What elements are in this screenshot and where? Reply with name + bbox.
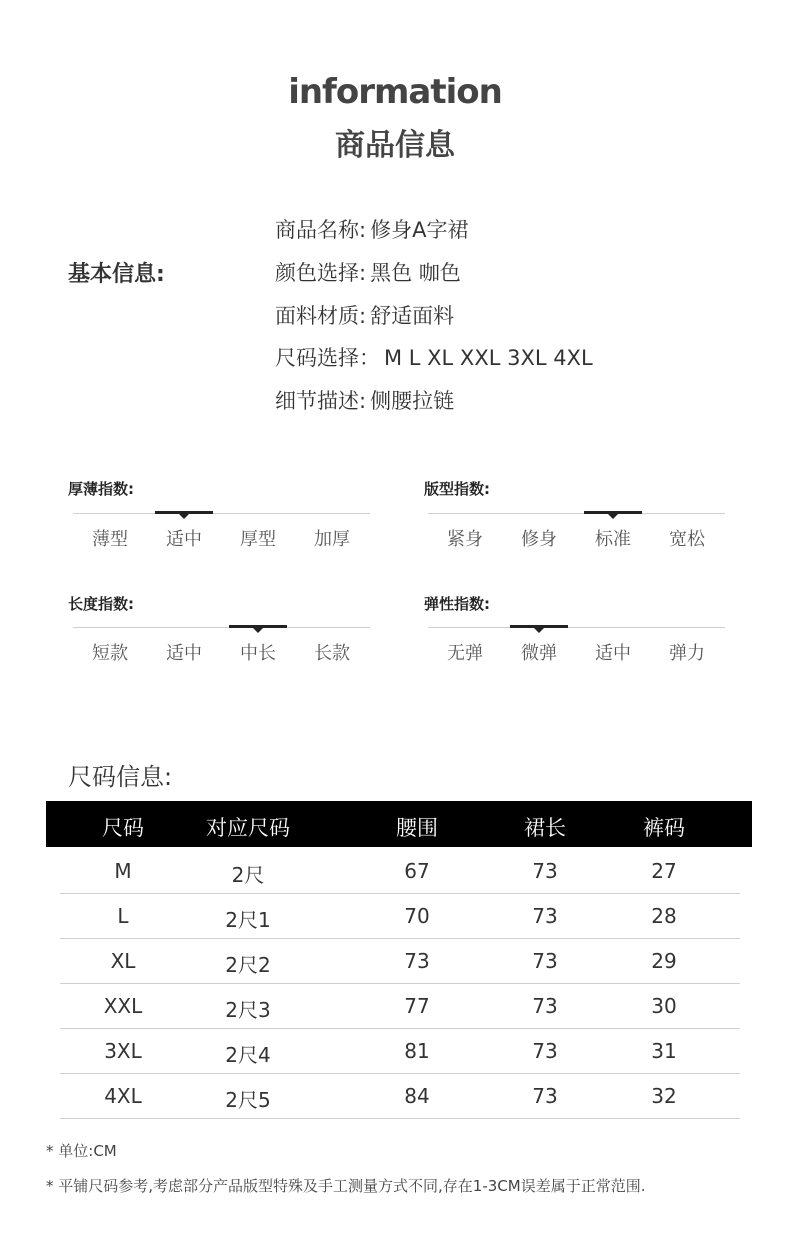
- table-cell: 2尺3: [225, 998, 271, 1022]
- table-cell: 31: [651, 1039, 677, 1063]
- scale-option: 短款: [92, 643, 128, 664]
- table-cell: 28: [651, 904, 677, 928]
- table-cell: 81: [404, 1039, 430, 1063]
- table-header-cell: 尺码: [102, 816, 144, 840]
- scale-rail: [73, 513, 370, 514]
- scale-option: 适中: [166, 643, 202, 664]
- table-cell: 73: [532, 949, 558, 973]
- table-cell: XXL: [103, 994, 143, 1018]
- table-header-cell: 裤码: [643, 816, 685, 840]
- table-cell: 2尺: [231, 863, 265, 887]
- scale-option: 适中: [166, 529, 202, 550]
- fit-scale: [428, 500, 725, 560]
- table-cell: 70: [404, 904, 430, 928]
- info-value: 舒适面料: [370, 304, 455, 328]
- thickness-index-title: 厚薄指数:: [68, 480, 134, 498]
- scale-option: 弹力: [669, 643, 705, 664]
- table-cell: 73: [532, 1084, 558, 1108]
- info-value: 修身A字裙: [370, 218, 469, 242]
- table-cell: 2尺2: [225, 953, 271, 977]
- table-cell: 77: [404, 994, 430, 1018]
- table-header-cell: 腰围: [396, 816, 438, 840]
- scale-option: 适中: [595, 643, 631, 664]
- table-cell: 73: [532, 1039, 558, 1063]
- scale-rail: [428, 627, 725, 628]
- title-cn: 商品信息: [335, 128, 455, 163]
- table-cell: 2尺4: [225, 1043, 271, 1067]
- scale-marker: [510, 625, 568, 628]
- table-cell: 2尺5: [225, 1088, 271, 1112]
- table-cell: XL: [110, 949, 136, 973]
- info-key: 颜色选择:: [275, 261, 367, 285]
- scale-marker: [155, 511, 213, 514]
- size-table-header: [46, 801, 752, 847]
- table-cell: 73: [532, 859, 558, 883]
- table-cell: 73: [532, 994, 558, 1018]
- info-value: 黑色 咖色: [370, 261, 461, 285]
- info-row-size: [275, 342, 593, 372]
- info-value: 侧腰拉链: [370, 389, 455, 413]
- table-cell: 73: [532, 904, 558, 928]
- table-header-cell: 裙长: [524, 816, 566, 840]
- info-value: M L XL XXL 3XL 4XL: [384, 346, 593, 370]
- fit-index-title: 版型指数:: [424, 480, 490, 498]
- table-cell: M: [114, 859, 132, 883]
- scale-option: 无弹: [447, 643, 483, 664]
- table-cell: 27: [651, 859, 677, 883]
- scale-option: 宽松: [669, 529, 705, 550]
- table-cell: 67: [404, 859, 430, 883]
- table-cell: 30: [651, 994, 677, 1018]
- table-row: [60, 938, 740, 984]
- table-row: [60, 1028, 740, 1074]
- table-cell: 84: [404, 1084, 430, 1108]
- unit-note: * 单位:CM: [46, 1142, 117, 1160]
- scale-marker: [584, 511, 642, 514]
- length-scale: [73, 614, 370, 674]
- measurement-note: * 平铺尺码参考,考虑部分产品版型特殊及手工测量方式不同,存在1-3CM误差属于正常范围.: [46, 1177, 646, 1195]
- info-key: 商品名称:: [275, 218, 367, 242]
- scale-option: 长款: [314, 643, 350, 664]
- info-row-name: [275, 214, 468, 244]
- length-index-title: 长度指数:: [68, 595, 134, 613]
- scale-option: 修身: [521, 529, 557, 550]
- info-key: 细节描述:: [275, 389, 367, 413]
- elasticity-index-title: 弹性指数:: [424, 595, 490, 613]
- table-row: [60, 1073, 740, 1119]
- scale-rail: [73, 627, 370, 628]
- table-row: [60, 983, 740, 1029]
- scale-option: 微弹: [521, 643, 557, 664]
- table-cell: L: [117, 904, 129, 928]
- table-cell: 73: [404, 949, 430, 973]
- scale-option: 加厚: [314, 529, 350, 550]
- table-cell: 2尺1: [225, 908, 271, 932]
- basic-info-label: 基本信息:: [68, 262, 165, 287]
- scale-rail: [428, 513, 725, 514]
- scale-option: 紧身: [447, 529, 483, 550]
- scale-option: 标准: [595, 529, 631, 550]
- scale-option: 薄型: [92, 529, 128, 550]
- table-cell: 4XL: [104, 1084, 142, 1108]
- table-cell: 3XL: [104, 1039, 142, 1063]
- scale-marker: [229, 625, 287, 628]
- scale-option: 中长: [240, 643, 276, 664]
- table-cell: 32: [651, 1084, 677, 1108]
- table-row: [60, 893, 740, 939]
- info-key: 尺码选择：: [275, 346, 380, 370]
- info-row-color: [275, 257, 461, 287]
- info-row-fabric: [275, 300, 454, 330]
- thickness-scale: [73, 500, 370, 560]
- info-key: 面料材质:: [275, 304, 367, 328]
- title-en: information: [288, 72, 502, 112]
- elasticity-scale: [428, 614, 725, 674]
- table-header-cell: 对应尺码: [206, 816, 290, 840]
- size-info-title: 尺码信息:: [68, 763, 173, 791]
- table-row: [60, 848, 740, 894]
- info-row-detail: [275, 385, 454, 415]
- table-cell: 29: [651, 949, 677, 973]
- scale-option: 厚型: [240, 529, 276, 550]
